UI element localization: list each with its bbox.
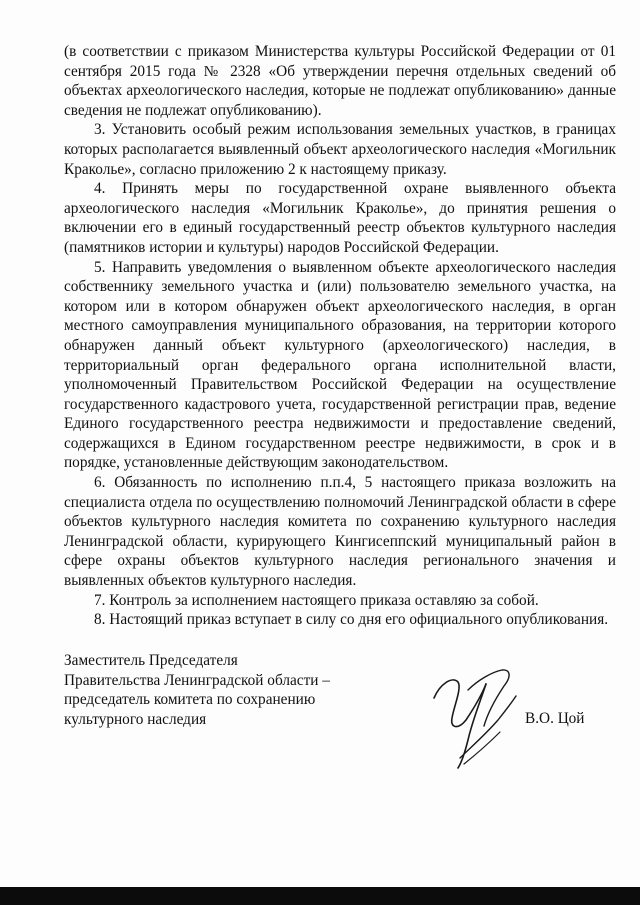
handwritten-signature xyxy=(428,660,528,770)
signatory-title-line: председатель комитета по сохранению xyxy=(64,691,316,709)
signatory-title-line: Правительства Ленинградской области – xyxy=(64,671,330,689)
paragraph-item-4: 4. Принять меры по государственной охране выявленного объекта археологического наследия «Могильник Краколье», до принятия решения о включении его в единый государственный реестр объектов культурного наследия (памятников истории и культуры) народов Российской Федерации. xyxy=(64,180,616,256)
document-body xyxy=(64,42,616,630)
paragraph-item-5: 5. Направить уведомления о выявленном объекте археологического наследия собственнику земельного участка и (или) пользователю земельного участка, на котором или в котором обнаружен объект археологического наследия, в орган местного самоуправления муниципального образования, на территории которого обнаружен данный объект культурного (археологического) наследия, в территориальный орган федерального органа исполнительной власти, уполномоченный Правительством Российской Федерации на осуществление государственного кадастрового учета, государственной регистрации прав, ведение Единого государственного реестра недвижимости и предоставление сведений, содержащихся в Едином государственном реестре недвижимости, в срок и в порядке, установленные действующим законодательством. xyxy=(64,258,616,472)
signatory-title-line: культурного наследия xyxy=(64,710,207,728)
signatory-title-line: Заместитель Председателя xyxy=(64,652,238,669)
paragraph-continuation: (в соответствии с приказом Министерства культуры Российской Федерации от 01 сентября 2015 года № 2328 «Об утверждении перечня отдельных сведений об объектах археологического наследия, которые не подлежат опубликованию» данные сведения не подлежат опубликованию). xyxy=(64,43,616,119)
paragraph-item-3: 3. Установить особый режим использования земельных участков, в границах которых располагается выявленный объект археологического наследия «Могильник Краколье», согласно приложению 2 к настоящему приказу. xyxy=(64,121,616,178)
paragraph-item-8: 8. Настоящий приказ вступает в силу со дня его официального опубликования. xyxy=(94,611,609,629)
paragraph-item-6: 6. Обязанность по исполнению п.п.4, 5 настоящего приказа возложить на специалиста отдела по осуществлению полномочий Ленинградской области в сфере объектов культурного наследия комитета по сохранению культурного наследия Ленинградской области, курирующего Кингисеппский муниципальный район в сфере охраны объектов культурного наследия регионального значения и выявленных объектов культурного наследия. xyxy=(64,474,616,590)
signatory-name: В.О. Цой xyxy=(525,710,585,727)
signatory-title-block xyxy=(64,651,330,729)
scan-edge-bar xyxy=(0,887,640,905)
paragraph-item-7: 7. Контроль за исполнением настоящего приказа оставляю за собой. xyxy=(94,591,539,609)
